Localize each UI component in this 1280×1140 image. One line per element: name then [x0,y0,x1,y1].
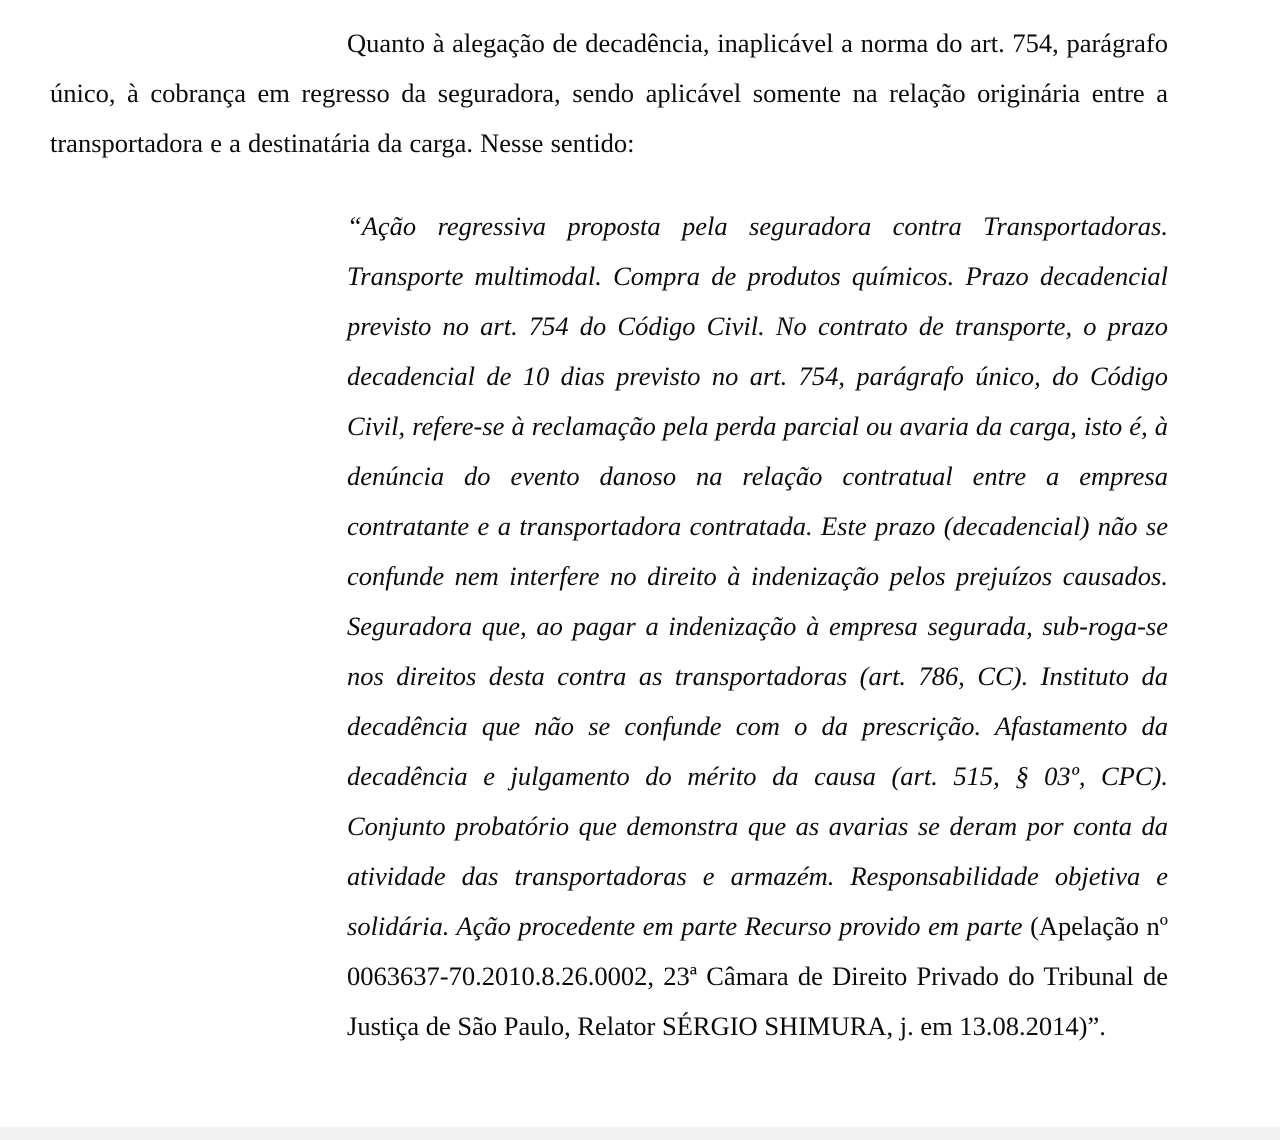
document-content [50,0,1168,1051]
page-bottom-band [0,1127,1280,1140]
quotation-italic-text: “Ação regressiva proposta pela seguradora contra Transportadoras. Transporte multimodal. Compra de produtos químicos. Prazo decadencial previsto no art. 754 do Código Civil. No contrato de transporte, o prazo decadencial de 10 dias previsto no art. 754, parágrafo único, do Código Civil, refere-se à reclamação pela perda parcial ou avaria da carga, isto é, à denúncia do evento danoso na relação contratual entre a empresa contratante e a transportadora contratada. Este prazo (decadencial) não se confunde nem interfere no direito à indenização pelos prejuízos causados. Seguradora que, ao pagar a indenização à empresa segurada, sub-roga-se nos direitos desta contra as transportadoras (art. 786, CC). Instituto da decadência que não se confunde com o da prescrição. Afastamento da decadência e julgamento do mérito da causa (art. 515, § 03º, CPC). Conjunto probatório que demonstra que as avarias se deram por conta da atividade das transportadoras e armazém. Responsabilidade objetiva e solidária. Ação procedente em parte Recurso provido em parte [347,211,1168,941]
quotation-citation-text: (Apelação nº 0063637-70.2010.8.26.0002, 23ª Câmara de Direito Privado do Tribunal de Justiça de São Paulo, Relator SÉRGIO SHIMURA, j. em 13.08.2014)”. [347,911,1168,1041]
body-paragraph: Quanto à alegação de decadência, inaplicável a norma do art. 754, parágrafo único, à cobrança em regresso da seguradora, sendo aplicável somente na relação originária entre a transportadora e a destinatária da carga. Nesse sentido: [50,28,1168,158]
block-quotation [347,168,1168,1051]
